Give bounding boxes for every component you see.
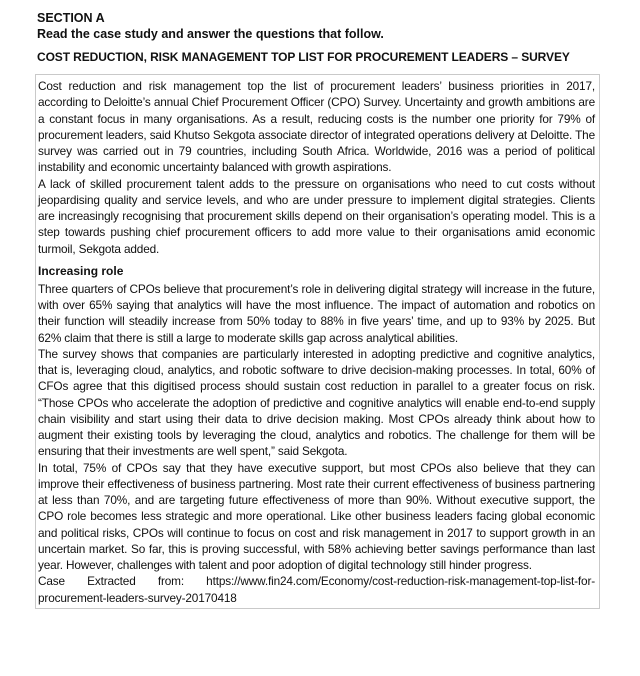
section-instruction: Read the case study and answer the questions that follow. <box>37 27 384 41</box>
paragraph-role-3: In total, 75% of CPOs say that they have executive support, but most CPOs also believe that they can improve their effectiveness of business partnering. Most rate their current effectiveness of business partnering at less than 70%, and are targeting future effectiveness of more than 90%. Without executive support, the CPO role becomes less strategic and more operational. Like other business leaders facing global economic and political risks, CPOs will continue to focus on cost and risk management in 2017 to support growth in an uncertain market. So far, this is proving successful, with 58% achieving better savings performance than last year. However, challenges with talent and poor adoption of digital technology still hinder progress. <box>38 460 595 572</box>
paragraph-intro-2: A lack of skilled procurement talent adds to the pressure on organisations who need to cut costs without jeopardising quality and service levels, and who are under pressure to implement digital strategies. Clients are increasingly recognising that procurement skills depend on their organisation’s operating model. This is a step towards pushing chief procurement officers to add more value to their organisations amid economic turmoil, Sekgota added. <box>38 176 595 256</box>
case-study-body <box>35 74 600 609</box>
source-citation: Case Extracted from: https://www.fin24.com/Economy/cost-reduction-risk-management-top-list-for- <box>38 574 595 589</box>
paragraph-intro-1: Cost reduction and risk management top the list of procurement leaders’ business priorities in 2017, according to Deloitte’s annual Chief Procurement Officer (CPO) Survey. Uncertainty and growth ambitions are a constant focus in many organisations. As a result, reducing costs is the number one priority for 79% of procurement leaders, said Khutso Sekgota associate director of integrated operations delivery at Deloitte. The survey was carried out in 79 countries, including South Africa. Worldwide, 2016 was a period of political instability and economic uncertainty balanced with growth aspirations. <box>38 79 595 175</box>
subheading-increasing-role: Increasing role <box>38 263 124 278</box>
source-citation-continued: procurement-leaders-survey-20170418 <box>38 590 237 605</box>
paragraph-role-2: The survey shows that companies are particularly interested in adopting predictive and cognitive analytics, that is, leveraging cloud, analytics, and robotic software to drive decision-making processes. In total, 60% of CFOs agree that this digitised process should sustain cost reduction in parallel to a greater focus on risk. “Those CPOs who accelerate the adoption of predictive and cognitive analytics will enable end-to-end supply chain visibility and start using their data to drive decision making. Most CPOs already think about how to augment their existing tools by leveraging the cloud, analytics and robotics. The challenge for them will be ensuring that their investments are well spent,” said Sekgota. <box>38 346 595 459</box>
section-title: SECTION A <box>37 11 105 25</box>
article-title: COST REDUCTION, RISK MANAGEMENT TOP LIST FOR PROCUREMENT LEADERS – SURVEY <box>37 50 570 64</box>
paragraph-role-1: Three quarters of CPOs believe that procurement’s role in delivering digital strategy will increase in the future, with over 65% saying that analytics will have the most influence. The impact of automation and robotics on their function will steadily increase from 50% today to 88% in five years’ time, and up to 93% by 2025. But 62% claim that there is still a large to moderate skills gap across analytical abilities. <box>38 281 595 345</box>
